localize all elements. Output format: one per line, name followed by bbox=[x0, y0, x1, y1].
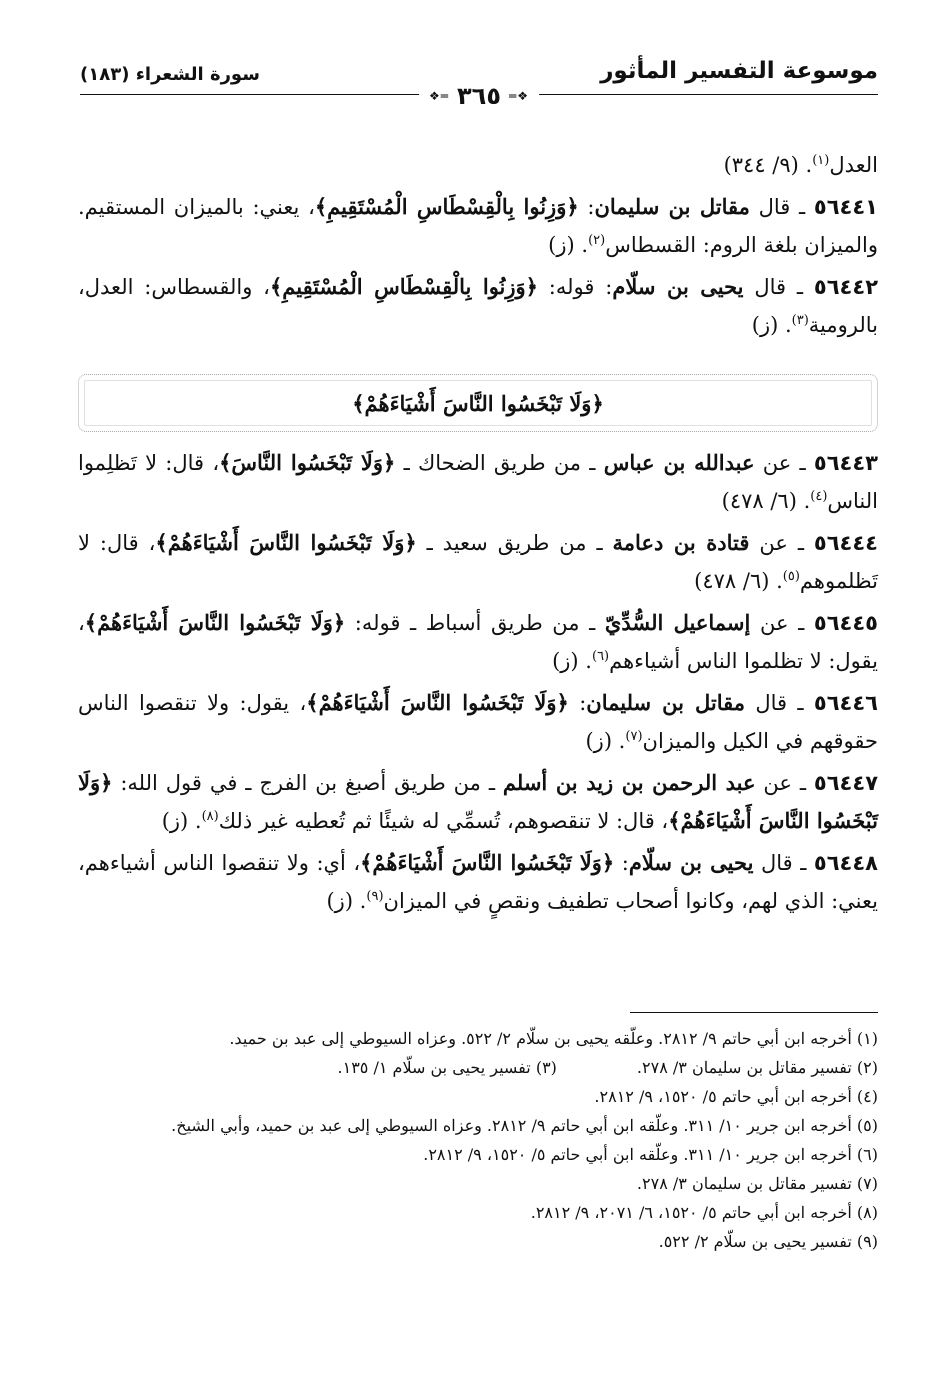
footnote-ref: (٤) bbox=[810, 489, 828, 504]
narrator-name: مقاتل بن سليمان bbox=[594, 194, 750, 219]
narration: ٥٦٤٤٨ ـ قال يحيى بن سلّام: ﴿وَلَا تَبْخَسُوا النَّاسَ أَشْيَاءَهُمْ﴾، أي: ولا تنقصوا الناس أشياءهم، يعني: الذي لهم، وكانوا أصحاب تطفيف ونقصٍ في الميزان$^{(٩)}$. (ز) bbox=[78, 850, 878, 913]
narration: ٥٦٤٤١ ـ قال مقاتل بن سليمان: ﴿وَزِنُوا بِالْقِسْطَاسِ الْمُسْتَقِيمِ﴾، يعني: بالميزان المستقيم. والميزان بلغة الروم: القسطاس$^{(٢)}$. (ز) bbox=[78, 194, 878, 257]
footnote-ref: (٩) bbox=[366, 889, 384, 904]
quran-quote: ﴿وَلَا تَبْخَسُوا النَّاسَ أَشْيَاءَهُمْ﴾ bbox=[155, 530, 417, 555]
footnote: (٧) تفسير مقاتل بن سليمان ٣/ ٢٧٨. bbox=[636, 1174, 878, 1193]
quran-quote: ﴿وَلَا تَبْخَسُوا النَّاسَ أَشْيَاءَهُمْ﴾ bbox=[84, 610, 346, 635]
narration-number: ٥٦٤٤٣ bbox=[813, 451, 878, 475]
ornament-icon: ═❖ bbox=[508, 89, 529, 103]
narration-number: ٥٦٤٤١ bbox=[813, 195, 878, 219]
footnote-pair bbox=[78, 1053, 878, 1082]
narration: ٥٦٤٤٧ ـ عن عبد الرحمن بن زيد بن أسلم ـ من طريق أصبغ بن الفرج ـ في قول الله: ﴿وَلَا تَبْخَسُوا النَّاسَ أَشْيَاءَهُمْ﴾، قال: لا تنقصوهم، تُسمِّي له شيئًا ثم تُعطيه غير ذلك$^{(٨)}$. (ز) bbox=[78, 770, 879, 833]
quran-quote: ﴿وَزِنُوا بِالْقِسْطَاسِ الْمُسْتَقِيمِ﴾ bbox=[269, 274, 538, 299]
page-number-box bbox=[419, 82, 539, 110]
footnote: (٢) تفسير مقاتل بن سليمان ٣/ ٢٧٨. bbox=[636, 1058, 878, 1077]
quran-quote: ﴿وَلَا تَبْخَسُوا النَّاسَ أَشْيَاءَهُمْ﴾ bbox=[78, 770, 878, 833]
footnotes bbox=[78, 1024, 878, 1256]
narration: ٥٦٤٤٦ ـ قال مقاتل بن سليمان: ﴿وَلَا تَبْخَسُوا النَّاسَ أَشْيَاءَهُمْ﴾، يقول: ولا تنقصوا الناس حقوقهم في الكيل والميزان$^{(٧)}$. (ز) bbox=[78, 690, 878, 753]
footnote: (١) أخرجه ابن أبي حاتم ٩/ ٢٨١٢. وعلّقه يحيى بن سلّام ٢/ ٥٢٢. وعزاه السيوطي إلى عبد بن حميد. bbox=[229, 1029, 878, 1048]
footnote-ref: (٦) bbox=[591, 649, 610, 664]
narration-number: ٥٦٤٤٢ bbox=[813, 275, 879, 299]
footnote-ref: (٧) bbox=[625, 729, 643, 744]
paragraph: العدل$^{(١)}$. (٩/ ٣٤٤) bbox=[723, 153, 878, 177]
book-title: موسوعة التفسير المأثور bbox=[600, 58, 878, 84]
narration-number: ٥٦٤٤٥ bbox=[813, 611, 878, 635]
footnote-ref: (٥) bbox=[782, 569, 800, 584]
verse-banner-text: ﴿وَلَا تَبْخَسُوا النَّاسَ أَشْيَاءَهُمْ﴾ bbox=[352, 390, 604, 416]
narration: ٥٦٤٤٣ ـ عن عبدالله بن عباس ـ من طريق الضحاك ـ ﴿وَلَا تَبْخَسُوا النَّاسَ﴾، قال: لا تَظلِموا الناس$^{(٤)}$. (٦/ ٤٧٨) bbox=[78, 450, 878, 513]
narration-number: ٥٦٤٤٧ bbox=[813, 771, 879, 795]
running-header bbox=[80, 58, 878, 110]
footnote-ref: (٣) bbox=[791, 313, 809, 328]
footnote-ref: (٢) bbox=[588, 233, 606, 248]
narration-number: ٥٦٤٤٨ bbox=[813, 851, 878, 875]
quran-quote: ﴿وَلَا تَبْخَسُوا النَّاسَ أَشْيَاءَهُمْ﴾ bbox=[306, 690, 569, 715]
quran-quote: ﴿وَزِنُوا بِالْقِسْطَاسِ الْمُسْتَقِيمِ﴾ bbox=[314, 194, 579, 219]
footnote-rule bbox=[630, 1012, 878, 1013]
narrator-name: عبدالله بن عباس bbox=[603, 450, 755, 475]
verse-banner bbox=[78, 374, 878, 432]
footnote: (٨) أخرجه ابن أبي حاتم ٥/ ١٥٢٠، ٦/ ٢٠٧١، ٩/ ٢٨١٢. bbox=[530, 1203, 878, 1222]
footnote: (٦) أخرجه ابن جرير ١٠/ ٣١١. وعلّقه ابن أبي حاتم ٥/ ١٥٢٠، ٩/ ٢٨١٢. bbox=[423, 1145, 878, 1164]
main-text bbox=[78, 146, 878, 924]
quran-quote: ﴿وَلَا تَبْخَسُوا النَّاسَ﴾ bbox=[219, 450, 396, 475]
narration: ٥٦٤٤٢ ـ قال يحيى بن سلّام: قوله: ﴿وَزِنُوا بِالْقِسْطَاسِ الْمُسْتَقِيمِ﴾، والقسطاس: العدل، بالرومية$^{(٣)}$. (ز) bbox=[78, 274, 879, 337]
footnote-ref: (١) bbox=[812, 153, 830, 168]
narration-number: ٥٦٤٤٤ bbox=[813, 531, 878, 555]
narrator-name: يحيى بن سلّام bbox=[612, 274, 744, 299]
narration-number: ٥٦٤٤٦ bbox=[813, 691, 878, 715]
narrator-name: يحيى بن سلّام bbox=[628, 850, 754, 875]
quran-quote: ﴿وَلَا تَبْخَسُوا النَّاسَ أَشْيَاءَهُمْ﴾ bbox=[360, 850, 615, 875]
footnote-ref: (٨) bbox=[201, 809, 219, 824]
ornament-icon: ❖═ bbox=[429, 89, 450, 103]
narration: ٥٦٤٤٥ ـ عن إسماعيل السُّدِّيّ ـ من طريق أسباط ـ قوله: ﴿وَلَا تَبْخَسُوا النَّاسَ أَشْيَاءَهُمْ﴾، يقول: لا تظلموا الناس أشياءهم$^{(٦)}$. (ز) bbox=[78, 610, 878, 673]
footnote: (٩) تفسير يحيى بن سلّام ٢/ ٥٢٢. bbox=[658, 1232, 878, 1251]
narration: ٥٦٤٤٤ ـ عن قتادة بن دعامة ـ من طريق سعيد ـ ﴿وَلَا تَبْخَسُوا النَّاسَ أَشْيَاءَهُمْ﴾، قال: لا تَظلموهم$^{(٥)}$. (٦/ ٤٧٨) bbox=[78, 530, 878, 593]
narrator-name: عبد الرحمن بن زيد بن أسلم bbox=[502, 770, 756, 795]
page-number: ٣٦٥ bbox=[457, 82, 501, 110]
footnote: (٥) أخرجه ابن جرير ١٠/ ٣١١. وعلّقه ابن أبي حاتم ٩/ ٢٨١٢. وعزاه السيوطي إلى عبد بن حميد، وأبي الشيخ. bbox=[171, 1116, 878, 1135]
surah-label: سورة الشعراء (١٨٣) bbox=[80, 64, 260, 85]
narrator-name: مقاتل بن سليمان bbox=[586, 690, 745, 715]
narrator-name: قتادة بن دعامة bbox=[612, 530, 750, 555]
footnote: (٤) أخرجه ابن أبي حاتم ٥/ ١٥٢٠، ٩/ ٢٨١٢. bbox=[594, 1087, 878, 1106]
narrator-name: إسماعيل السُّدِّيّ bbox=[604, 610, 751, 635]
footnote: (٣) تفسير يحيى بن سلّام ١/ ١٣٥. bbox=[337, 1058, 557, 1077]
